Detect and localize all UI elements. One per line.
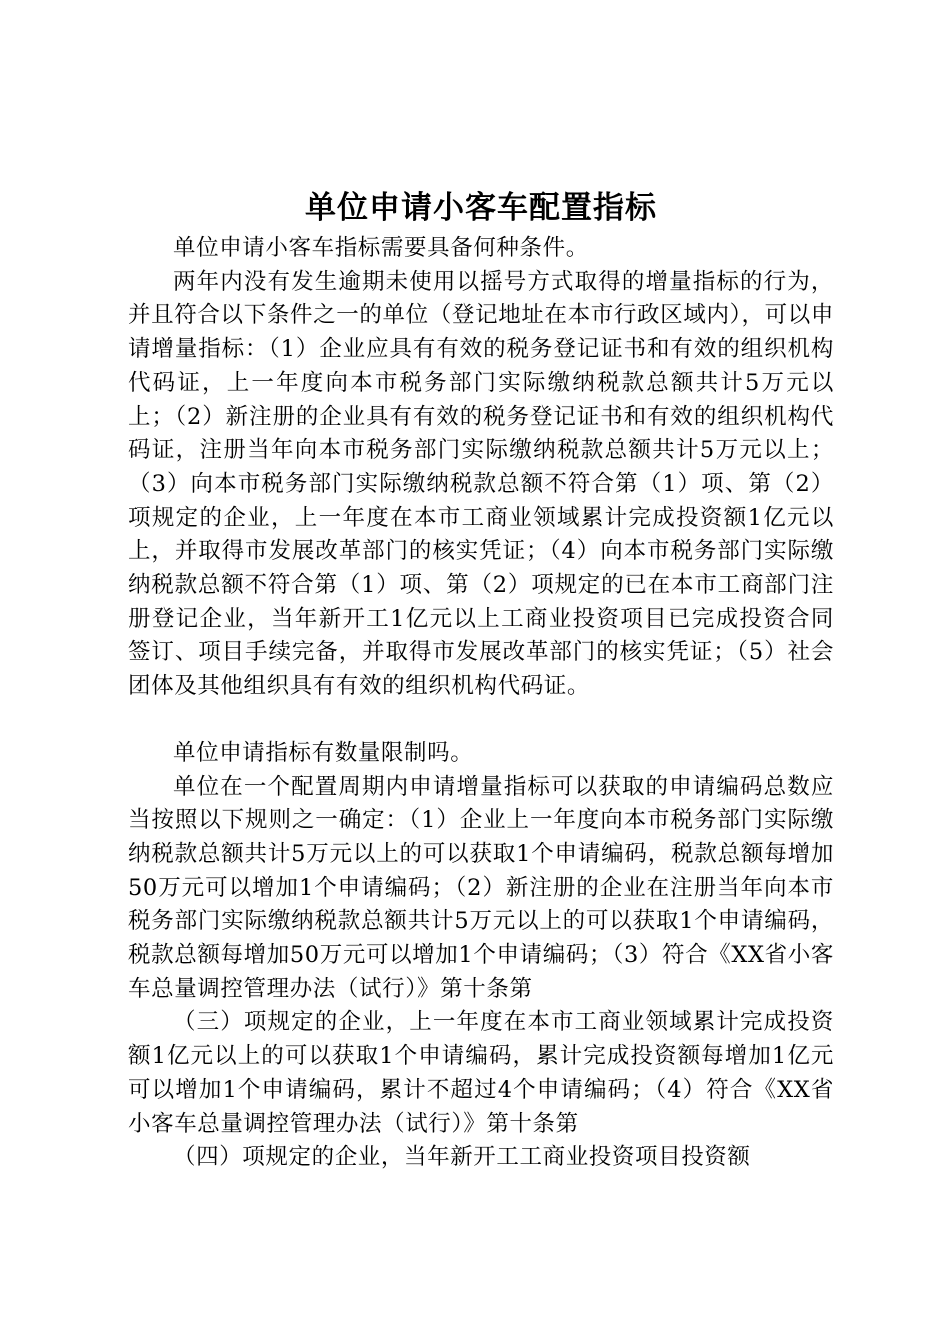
paragraph-limit-rules: 单位在一个配置周期内申请增量指标可以获取的申请编码总数应当按照以下规则之一确定：（1）企业上一年度向本市税务部门实际缴纳税款总额共计5万元以上的可以获取1个申请编码，税款总额每增加50万元可以增加1个申请编码；（2）新注册的企业在注册当年向本市税务部门实际缴纳税款总额共计5万元以上的可以获取1个申请编码，税款总额每增加50万元可以增加1个申请编码；（3）符合《XX省小客车总量调控管理办法（试行）》第十条第 bbox=[128, 773, 834, 1002]
document-body bbox=[128, 232, 834, 1175]
paragraph-question-limit: 单位申请指标有数量限制吗。 bbox=[173, 739, 474, 766]
paragraph-conditions-answer: 两年内没有发生逾期未使用以摇号方式取得的增量指标的行为，并且符合以下条件之一的单位（登记地址在本市行政区域内），可以申请增量指标：（1）企业应具有有效的税务登记证书和有效的组织机构代码证，上一年度向本市税务部门实际缴纳税款总额共计5万元以上；（2）新注册的企业具有有效的税务登记证书和有效的组织机构代码证，注册当年向本市税务部门实际缴纳税款总额共计5万元以上；（3）向本市税务部门实际缴纳税款总额不符合第（1）项、第（2）项规定的企业，上一年度在本市工商业领域累计完成投资额1亿元以上，并取得市发展改革部门的核实凭证；（4）向本市税务部门实际缴纳税款总额不符合第（1）项、第（2）项规定的已在本市工商部门注册登记企业，当年新开工1亿元以上工商业投资项目已完成投资合同签订、项目手续完备，并取得市发展改革部门的核实凭证；（5）社会团体及其他组织具有有效的组织机构代码证。 bbox=[128, 268, 834, 700]
paragraph-item-three: （三）项规定的企业，上一年度在本市工商业领域累计完成投资额1亿元以上的可以获取1个申请编码，累计完成投资额每增加1亿元可以增加1个申请编码，累计不超过4个申请编码；（4）符合《XX省小客车总量调控管理办法（试行）》第十条第 bbox=[128, 1009, 834, 1137]
document-title: 单位申请小客车配置指标 bbox=[305, 190, 657, 226]
paragraph-question-conditions: 单位申请小客车指标需要具备何种条件。 bbox=[173, 235, 589, 261]
paragraph-item-four: （四）项规定的企业，当年新开工工商业投资项目投资额 bbox=[173, 1144, 751, 1171]
